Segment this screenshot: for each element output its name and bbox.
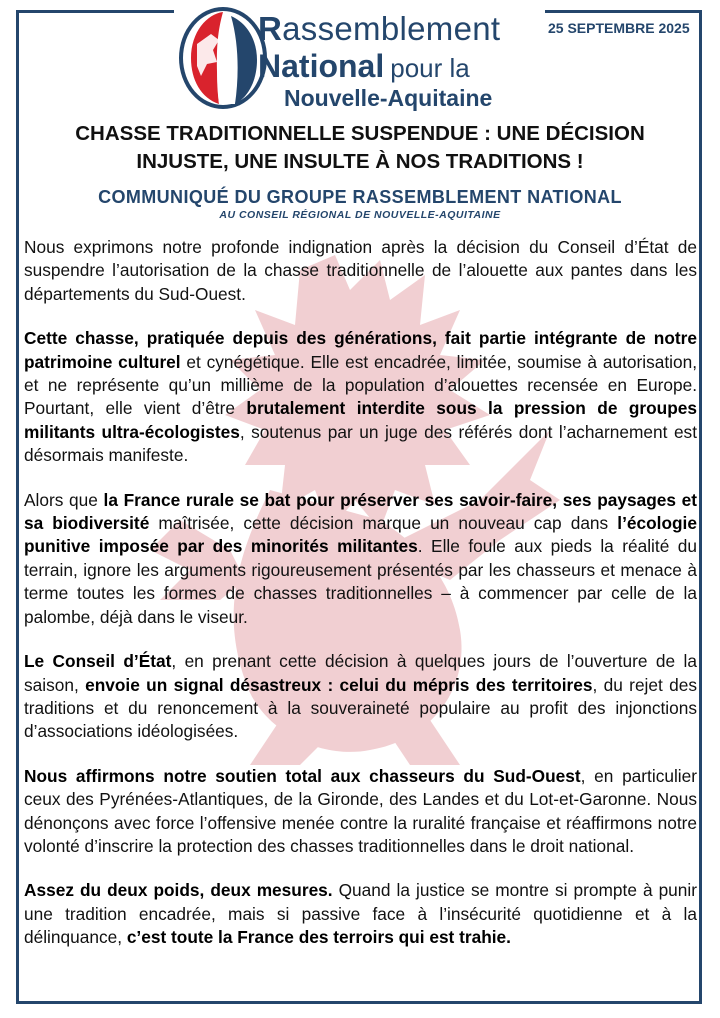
brand-line-2-small: pour la (390, 53, 470, 83)
paragraph-1: Nous exprimons notre profonde indignation après la décision du Conseil d’État de suspendre l’autorisation de la chasse traditionnelle de l’alouette aux pantes dans les départements du Sud-Ouest. (24, 237, 697, 304)
p6-bold-1: Assez du deux poids, deux mesures. (24, 880, 333, 901)
p5-bold-1: Nous affirmons notre soutien total aux chasseurs du Sud-Ouest (24, 765, 581, 786)
p5-text-1: , en particulier ceux des Pyrénées-Atlantiques, de la Gironde, des Landes et du Lot-et-Garonne. Nous dénonçons avec force l’offensive menée contre la ruralité française et réaffirmons notre volonté d’inscrire la protection des chasses traditionnelles dans le droit national. (24, 765, 697, 856)
headline-line-1: CHASSE TRADITIONNELLE SUSPENDUE : UNE DÉCISION (75, 122, 645, 145)
p2-text-2: , soutenus par un juge des référés dont l’acharnement est désormais manifeste. (24, 421, 697, 466)
p3-text-2: maîtrisée, cette décision marque un nouveau cap dans (149, 513, 618, 534)
brand-line-1-text: assemblement (282, 10, 501, 47)
p2-text-1: et cynégétique. Elle est encadrée, limitée, soumise à autorisation, et ne représente qu’un millième de la population d’alouettes recensée en Europe. Pourtant, elle vient d’être (24, 351, 698, 419)
release-date: 25 SEPTEMBRE 2025 (548, 20, 690, 36)
brand-line-3: Nouvelle-Aquitaine (284, 85, 493, 111)
paragraph-5 (24, 765, 697, 859)
p2-bold-2: brutalement interdite sous la pression de groupes militants ultra-écologistes (24, 398, 698, 442)
p4-text-2: , du rejet des traditions et du renoncement à la souveraineté populaire au profit des injonctions d’associations idéologisées. (24, 674, 697, 742)
p6-bold-2: c’est toute la France des terroirs qui est trahie. (126, 927, 511, 948)
p2-bold-1: Cette chasse, pratiquée depuis des générations, fait partie intégrante de notre patrimoine culturel (24, 328, 697, 372)
p3-text-3: . Elle foule aux pieds la réalité du terrain, ignore les arguments rigoureusement présentés par les chasseurs et menace à terme toutes les formes de chasses traditionnelles – à commencer par celle de la palombe, déjà dans le viseur. (24, 536, 697, 627)
p4-bold-2: envoie un signal désastreux : celui du mépris des territoires (85, 674, 593, 695)
paragraph-6 (24, 879, 697, 949)
frame-top-right-rule (545, 10, 702, 13)
frame-top-left-rule (16, 10, 174, 13)
brand-line-2 (258, 50, 470, 82)
brand-line-1 (258, 12, 500, 45)
press-release-body (24, 236, 697, 971)
paragraph-3 (24, 489, 697, 629)
subheading-secondary: AU CONSEIL RÉGIONAL DE NOUVELLE-AQUITAINE (219, 209, 501, 221)
p4-text-1: , en prenant cette décision à quelques jours de l’ouverture de la saison, (24, 651, 697, 695)
p6-text-1: Quand la justice se montre si prompte à punir une tradition encadrée, mais si passive face à l’insécurité quotidienne et à la délinquance, (24, 880, 698, 948)
headline (24, 120, 696, 176)
p3-bold-1: la France rurale se bat pour préserver ses savoir-faire, ses paysages et sa biodiversité (24, 489, 697, 534)
p4-bold-1: Le Conseil d’État (24, 651, 172, 672)
p3-bold-2: l’écologie punitive imposée par des minorités militantes (24, 513, 697, 557)
paragraph-4 (24, 650, 697, 744)
p3-text-1: Alors que (24, 489, 104, 510)
brand-initial: R (258, 10, 283, 47)
brand-line-2-text: National (258, 48, 385, 84)
paragraph-2 (24, 327, 697, 467)
subheading: COMMUNIQUÉ DU GROUPE RASSEMBLEMENT NATIONAL (98, 187, 622, 207)
rn-logo-flame-icon (177, 4, 269, 110)
headline-line-2: INJUSTE, UNE INSULTE À NOS TRADITIONS ! (136, 150, 584, 173)
